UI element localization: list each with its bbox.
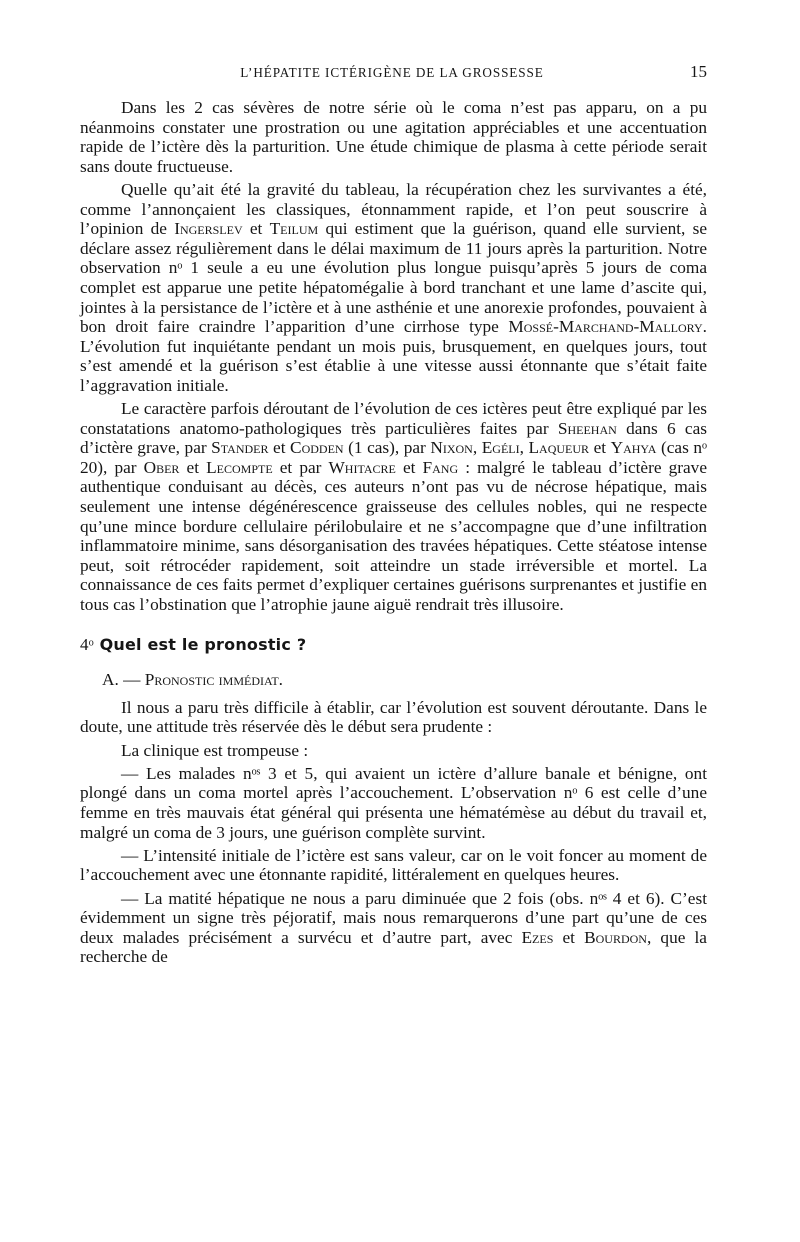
author-name: Egéli [481,438,520,458]
author-name: Fang [422,457,459,477]
text-run: dans 6 cas d’ictère grave, par [80,418,707,458]
paragraph-clinic-misleading: La clinique est trompeuse : [121,740,309,760]
author-name: Sheehan [557,418,617,438]
text-run: et [242,219,270,239]
subsection-title: Pronostic immédiat. [144,670,283,690]
text-run: . L’évolution fut inquiétante pendant un mois puis, brusquement, en quelques jours, tout s’est amendé et la guérison s’est établie à une vitesse aussi étonnante que s’était faite l’aggravation initiale. [80,317,707,395]
text-run: (1 cas), par [343,438,431,458]
page-number: 15 [690,62,707,81]
paragraph-case-observations: — Les malades nᵒˢ 3 et 5, qui avaient un ictère d’allure banale et bénigne, ont plongé dans un coma mortel après l’accouchement. L’observation nᵒ 6 est celle d’une femme en très mauvais état général qui présenta une hématémèse au début du travail et, malgré un coma de 3 jours, une guérison complète survint. [80,763,707,842]
text-run: : malgré le tableau d’ictère grave authentique conduisant au décès, ces auteurs n’ont pas vu de nécrose hépatique, mais seulement une intense dégénérescence graisseuse des cellules nobles, qui ne respecte qu’une mince bordure cellulaire périlobulaire et ne s’accompagne que d’une infiltration inflammatoire minime, sans désorganisation des travées hépatiques. Cette stéatose intense peut, soit rétrocéder rapidement, soit atteindre un stade irréversible et mortel. La connaissance de ces faits permet d’expliquer certaines guérisons surprenantes et justifie en tous cas l’obstination que l’atrophie jaune aiguë rendrait très illusoire. [80,457,707,615]
text-run: et [395,457,423,477]
paragraph-icterus-intensity: — L’intensité initiale de l’ictère est sans valeur, car on le voit foncer au moment de l’accouchement avec une étonnante rapidité, littéralement en quelques heures. [80,845,707,885]
section-number: 4ᵒ [80,634,94,654]
author-name: Whitacre [328,457,396,477]
text-run: — La matité hépatique ne nous a paru diminuée que 2 fois (obs. nᵒˢ 4 et 6). C’est évidemment un signe très péjoratif, mais nous remarquerons d’une part qu’une de ces deux malades précisément a survécu et d’autre part, avec [80,888,707,947]
text-run: , [519,438,529,458]
text-run: , que la recherche de [80,927,707,967]
text-run: et [589,438,611,458]
author-name: Nixon [430,438,473,458]
author-name: Ober [143,457,180,477]
text-run: et [179,457,207,477]
paragraph-pathology [80,399,707,615]
section-heading [80,635,707,655]
section-title: Quel est le pronostic ? [99,634,307,654]
author-name: Ingerslev [174,219,243,239]
text-run: et [553,927,585,947]
text-run: (cas nᵒ 20), par [80,438,707,477]
author-name: Laqueur [528,438,590,458]
paragraph-hepatic-dullness [80,889,707,967]
text-run: et [268,438,291,458]
author-name: Teilum [269,219,319,239]
author-name: Stander [211,438,269,458]
body-text [80,98,707,971]
author-name: Bourdon [584,927,647,947]
author-name: Ezes [521,927,554,947]
author-name: Mossé-Marchand-Mallory [508,317,703,337]
text-run: et par [272,457,329,477]
author-name: Yahya [610,438,657,458]
author-name: Codden [290,438,344,458]
running-head-title: L’HÉPATITE ICTÉRIGÈNE DE LA GROSSESSE [240,65,544,80]
author-name: Lecompte [206,457,273,477]
paragraph-prognosis-difficult: Il nous a paru très difficile à établir, car l’évolution est souvent déroutante. Dans le doute, une attitude très réservée dès le début sera prudente : [80,697,707,737]
text-run: Le caractère parfois déroutant de l’évolution de ces ictères peut être expliqué par les constatations anatomo-pathologiques très particulières faites par [80,399,707,438]
text-run: , [472,438,482,458]
text-run: qui estiment que la guérison, quand elle survient, se déclare assez régulièrement dans le délai maximum de 11 jours après la parturition. Notre observation nᵒ 1 seule a eu une évolution plus longue puisqu’après 5 jours de coma complet est apparue une petite hépatomégalie à bord tranchant et une lame d’ascite qui, jointes à la persistance de l’ictère et à une asthénie et une anorexie profondes, pouvaient à bon droit faire craindre l’apparition d’une cirrhose type [80,219,707,337]
paragraph-recovery [80,180,707,396]
paragraph-severe-cases: Dans les 2 cas sévères de notre série où le coma n’est pas apparu, on a pu néanmoins constater une prostration ou une agitation appréciables et une accentuation rapide de l’ictère dès la parturition. Une étude chimique de plasma à cette période serait sans doute fructueuse. [80,98,707,176]
subsection-heading [80,670,707,690]
running-head [80,62,707,82]
subsection-label: A. — [102,670,145,690]
text-run: Quelle qu’ait été la gravité du tableau, la récupération chez les survivantes a été, comme l’annonçaient les classiques, étonnamment rapide, et l’on peut souscrire à l’opinion de [80,179,707,239]
